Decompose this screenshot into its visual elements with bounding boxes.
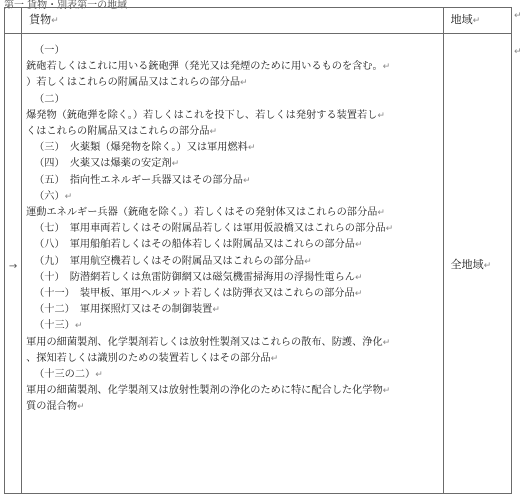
paragraph-mark-icon: ↵ bbox=[247, 143, 256, 154]
region-value: 全地域↵ bbox=[450, 257, 492, 271]
goods-line-text: （八） 軍用船舶若しくはその船体若しくは附属品又はこれらの部分品 bbox=[34, 239, 355, 251]
paragraph-mark-icon: ↵ bbox=[240, 78, 248, 89]
goods-line-text: （四） 火薬又は爆薬の安定剤 bbox=[34, 158, 172, 170]
goods-line bbox=[26, 189, 442, 205]
paragraph-mark-icon: ↵ bbox=[382, 337, 391, 348]
paragraph-mark-icon: ↵ bbox=[354, 289, 363, 300]
paragraph-mark-icon: ↵ bbox=[382, 386, 391, 397]
arrow-cell bbox=[5, 34, 22, 494]
paragraph-mark-icon: ↵ bbox=[514, 11, 522, 21]
goods-list bbox=[22, 34, 442, 416]
paragraph-mark-icon: ↵ bbox=[377, 208, 385, 219]
goods-line bbox=[26, 254, 442, 270]
goods-line bbox=[26, 92, 442, 108]
paragraph-mark-icon: ↵ bbox=[377, 110, 385, 121]
goods-line-text: （十二） 軍用探照灯又はその制御装置 bbox=[34, 304, 213, 316]
goods-line bbox=[26, 367, 442, 383]
goods-line-text: 銃砲若しくはこれに用いる銃砲弾（発光又は発煙のために用いるものを含む。 bbox=[26, 61, 383, 73]
paragraph-mark-icon: ↵ bbox=[355, 240, 363, 251]
header-goods-cell bbox=[22, 8, 443, 34]
paragraph-mark-icon: ↵ bbox=[209, 127, 218, 138]
goods-line-text: ）若しくはこれらの附属品又はこれらの部分品 bbox=[26, 77, 241, 89]
paragraph-mark-icon: ↵ bbox=[51, 16, 59, 26]
goods-line bbox=[26, 75, 442, 91]
goods-line bbox=[26, 270, 442, 286]
goods-line-text: （五） 指向性エネルギー兵器又はその部分品 bbox=[34, 174, 243, 186]
goods-line-text: （十一） 装甲板、軍用ヘルメット若しくは防弾衣又はこれらの部分品 bbox=[34, 288, 355, 300]
paragraph-mark-icon: ↵ bbox=[171, 159, 180, 170]
paragraph-mark-icon: ↵ bbox=[385, 224, 394, 235]
goods-line-text: （一） bbox=[34, 45, 65, 56]
goods-line bbox=[26, 399, 442, 415]
goods-line bbox=[26, 173, 442, 189]
paragraph-mark-icon: ↵ bbox=[304, 256, 312, 267]
goods-line bbox=[26, 286, 442, 302]
paragraph-mark-icon: ↵ bbox=[483, 260, 492, 271]
header-region-cell bbox=[443, 8, 511, 34]
goods-line bbox=[26, 124, 442, 140]
goods-line-text: （十三） bbox=[34, 320, 75, 332]
paragraph-mark-icon: ↵ bbox=[355, 272, 363, 283]
goods-line bbox=[26, 351, 442, 367]
goods-line bbox=[26, 237, 442, 253]
goods-line-text: 軍用の細菌製剤、化学製剤若しくは放射性製剤又はこれらの散布、防護、浄化 bbox=[26, 336, 383, 348]
header-goods-label: 貨物↵ bbox=[29, 13, 59, 26]
goods-line-text: くはこれらの附属品又はこれらの部分品 bbox=[26, 126, 210, 138]
goods-line bbox=[26, 318, 442, 334]
paragraph-mark-icon: ↵ bbox=[95, 370, 103, 381]
tab-arrow-icon: → bbox=[8, 261, 18, 272]
table-header-row bbox=[5, 8, 512, 34]
goods-line-text: 軍用の細菌製剤、化学製剤又は放射性製剤の浄化のために特に配合した化学物 bbox=[26, 385, 383, 397]
paragraph-mark-icon: ↵ bbox=[77, 402, 85, 413]
goods-line bbox=[26, 156, 442, 172]
header-region-label: 地域↵ bbox=[450, 13, 481, 26]
goods-line-text: （九） 軍用航空機若しくはその附属品又はこれらの部分品 bbox=[34, 255, 305, 267]
paragraph-mark-icon: ↵ bbox=[74, 321, 83, 332]
goods-line-text: 運動エネルギー兵器（銃砲を除く。）若しくはその発射体又はこれらの部分品 bbox=[26, 207, 378, 219]
paragraph-mark-icon: ↵ bbox=[64, 191, 73, 202]
goods-line bbox=[26, 43, 442, 59]
goods-line bbox=[26, 302, 442, 318]
goods-region-table bbox=[4, 7, 512, 494]
goods-line bbox=[26, 140, 442, 156]
paragraph-mark-icon: ↵ bbox=[212, 305, 220, 316]
goods-line-text: 爆発物（銃砲弾を除く。）若しくはこれを投下し、若しくは発射する装置若し bbox=[26, 109, 378, 121]
goods-line bbox=[26, 108, 442, 124]
table-body-row bbox=[5, 34, 512, 494]
goods-line-text: （七） 軍用車両若しくはその附属品若しくは軍用仮設橋又はこれらの部分品 bbox=[34, 223, 386, 235]
goods-line-text: （十） 防潜網若しくは魚雷防御網又は磁気機雷掃海用の浮揚性電らん bbox=[34, 271, 355, 283]
goods-line bbox=[26, 205, 442, 221]
goods-line-text: （二） bbox=[34, 93, 65, 105]
goods-line-text: 、探知若しくは識別のための装置若しくはその部分品 bbox=[26, 352, 271, 364]
goods-line bbox=[26, 335, 442, 351]
paragraph-mark-icon: ↵ bbox=[514, 47, 522, 57]
header-blank-cell bbox=[5, 8, 22, 34]
goods-line-text: 質の混合物 bbox=[26, 401, 78, 413]
goods-line bbox=[26, 383, 442, 399]
region-cell bbox=[443, 34, 511, 494]
previous-text-fragment: 第一 貨物・別表第一の地域 bbox=[4, 0, 128, 11]
paragraph-mark-icon: ↵ bbox=[382, 62, 391, 73]
goods-line bbox=[26, 59, 442, 75]
goods-line-text: （六） bbox=[34, 190, 65, 202]
goods-cell bbox=[22, 34, 443, 494]
paragraph-mark-icon: ↵ bbox=[472, 16, 481, 26]
paragraph-mark-icon: ↵ bbox=[270, 353, 279, 364]
goods-line-text: （三） 火薬類（爆発物を除く。）又は軍用燃料 bbox=[34, 142, 248, 154]
goods-line bbox=[26, 221, 442, 237]
goods-line-text: （十三の二） bbox=[34, 369, 96, 381]
paragraph-mark-icon: ↵ bbox=[242, 175, 251, 186]
